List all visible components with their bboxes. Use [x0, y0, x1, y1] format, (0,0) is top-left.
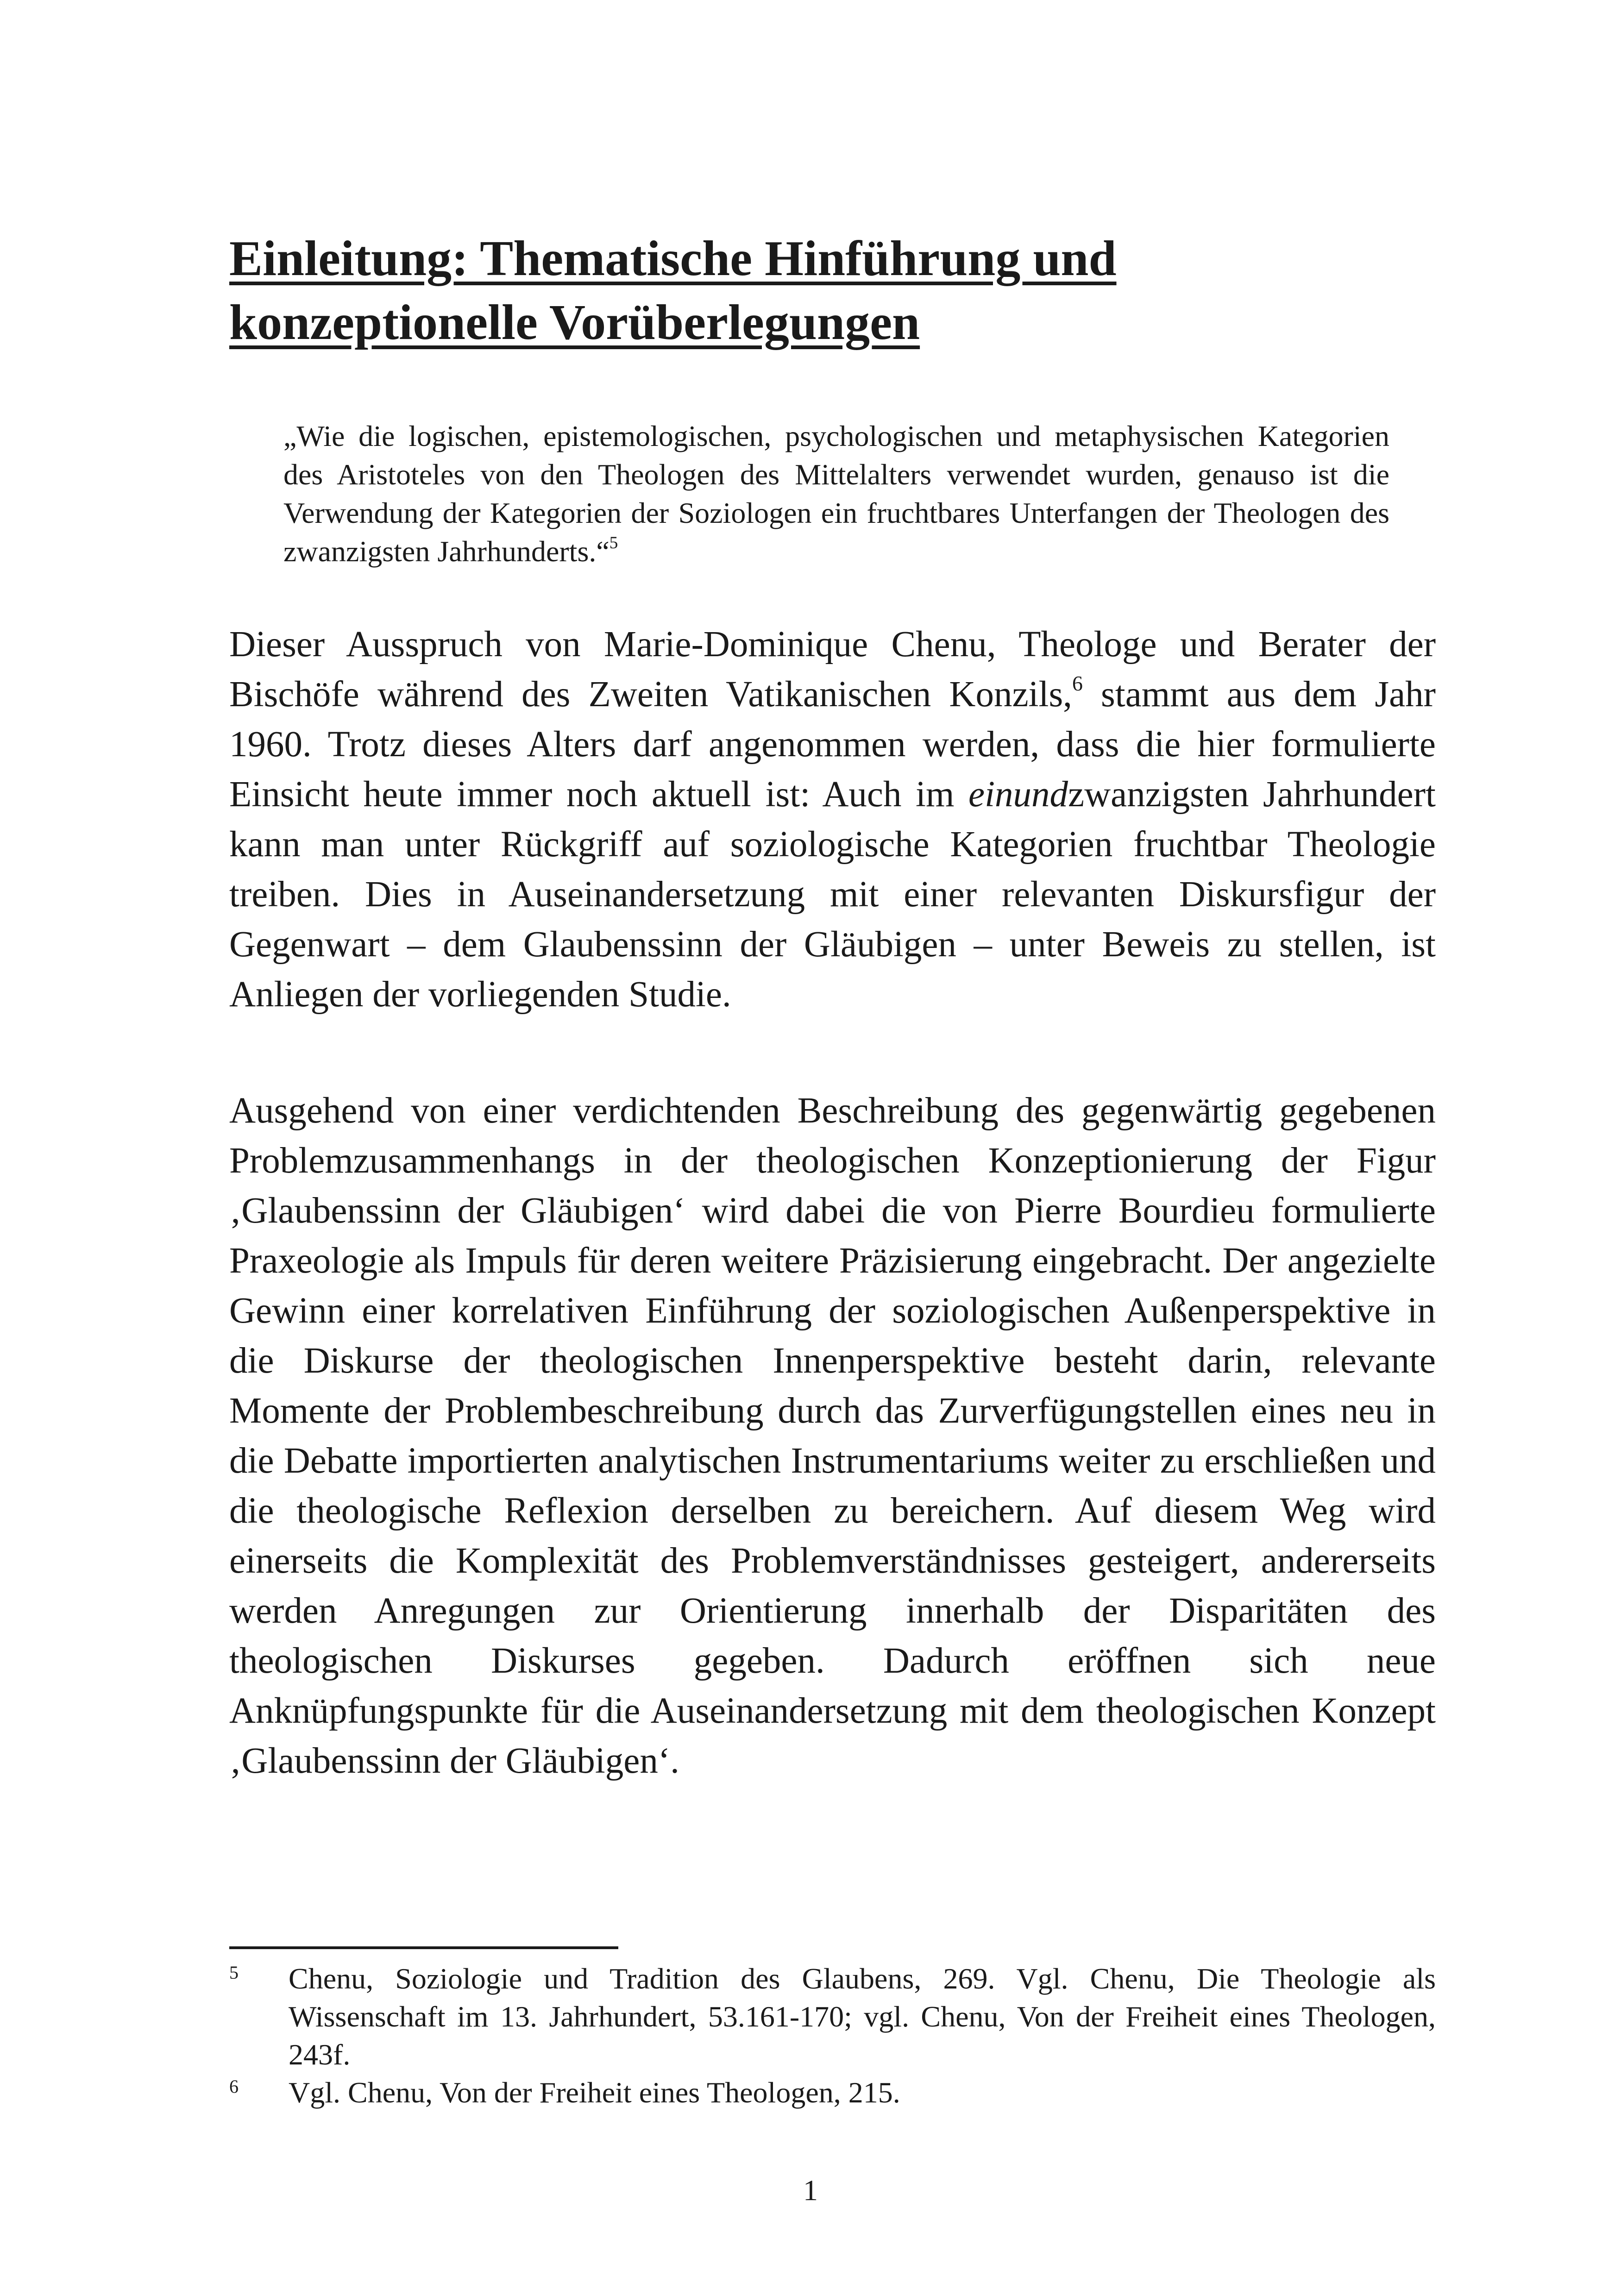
chapter-heading-line-2: konzeptionelle Vorüberlegungen	[229, 295, 920, 350]
paragraph-1-emphasis: einund	[968, 774, 1068, 815]
footnote-number: 5	[229, 1962, 239, 1983]
body-paragraph-1	[229, 620, 1436, 1020]
footnote-5	[229, 1960, 1436, 2074]
footnote-ref-6[interactable]: 6	[1072, 671, 1083, 695]
footnote-text: Chenu, Soziologie und Tradition des Glaubens, 269. Vgl. Chenu, Die Theologie als Wissenschaft im 13. Jahrhundert, 53.161-170; vgl. Chenu, Von der Freiheit eines Theologen, 243f.	[289, 1962, 1436, 2071]
footnotes	[229, 1960, 1436, 2112]
footnote-text: Vgl. Chenu, Von der Freiheit eines Theologen, 215.	[289, 2076, 900, 2109]
chapter-heading-line-1: Einleitung: Thematische Hinführung und	[229, 231, 1117, 286]
epigraph-quote	[283, 417, 1389, 571]
footnote-ref-5[interactable]: 5	[609, 533, 618, 553]
footnote-number: 6	[229, 2076, 239, 2097]
footnote-6	[229, 2074, 1436, 2112]
chapter-heading	[229, 227, 1433, 355]
body-paragraph-2: Ausgehend von einer verdichtenden Beschreibung des gegenwärtig gegebenen Problemzusammenhangs in der theologischen Konzeptionierung der Figur ‚Glaubenssinn der Gläubigen‘ wird dabei die von Pierre Bourdieu formulierte Praxeologie als Impuls für deren weitere Präzisierung eingebracht. Der angezielte Gewinn einer korrelativen Einführung der soziologischen Außenperspektive in die Diskurse der theologischen Innenperspektive besteht darin, relevante Momente der Problembeschreibung durch das Zurverfügungstellen eines neu in die Debatte importierten analytischen Instrumentariums weiter zu erschließen und die theologische Reflexion derselben zu bereichern. Auf diesem Weg wird einerseits die Komplexität des Problemverständnisses gesteigert, andererseits werden Anregungen zur Orientierung innerhalb der Disparitäten des theologischen Diskurses gegeben. Dadurch eröffnen sich neue Anknüpfungspunkte für die Auseinandersetzung mit dem theologischen Konzept ‚Glaubenssinn der Gläubigen‘.	[229, 1091, 1436, 1781]
epigraph-quote-text: „Wie die logischen, epistemologischen, psychologischen und metaphysischen Kategorien des Aristoteles von den Theologen des Mittelalters verwendet wurden, genauso ist die Verwendung der Kategorien der Soziologen ein fruchtbares Unterfangen der Theologen des zwanzigsten Jahrhunderts.“	[283, 420, 1389, 568]
paragraph-1-part-3: zwanzigsten Jahrhundert kann man unter Rückgriff auf soziologische Kategorien fruchtbar Theologie treiben. Dies in Auseinandersetzung mit einer relevanten Diskursfigur der Gegenwart – dem Glaubenssinn der Gläubigen – unter Beweis zu stellen, ist Anliegen der vorliegenden Studie.	[229, 774, 1436, 1015]
paragraph-1-part-1: Dieser Ausspruch von Marie-Dominique Chenu, Theologe und Berater der Bischöfe während des Zweiten Vatikanischen Konzils,	[229, 624, 1436, 715]
page-number: 1	[803, 2174, 818, 2207]
footnote-separator	[229, 1946, 618, 1949]
paragraph-1-part-2: stammt aus dem Jahr 1960. Trotz dieses Alters darf angenommen werden, dass die hier formulierte Einsicht heute immer noch aktuell ist: Auch im	[229, 674, 1436, 815]
